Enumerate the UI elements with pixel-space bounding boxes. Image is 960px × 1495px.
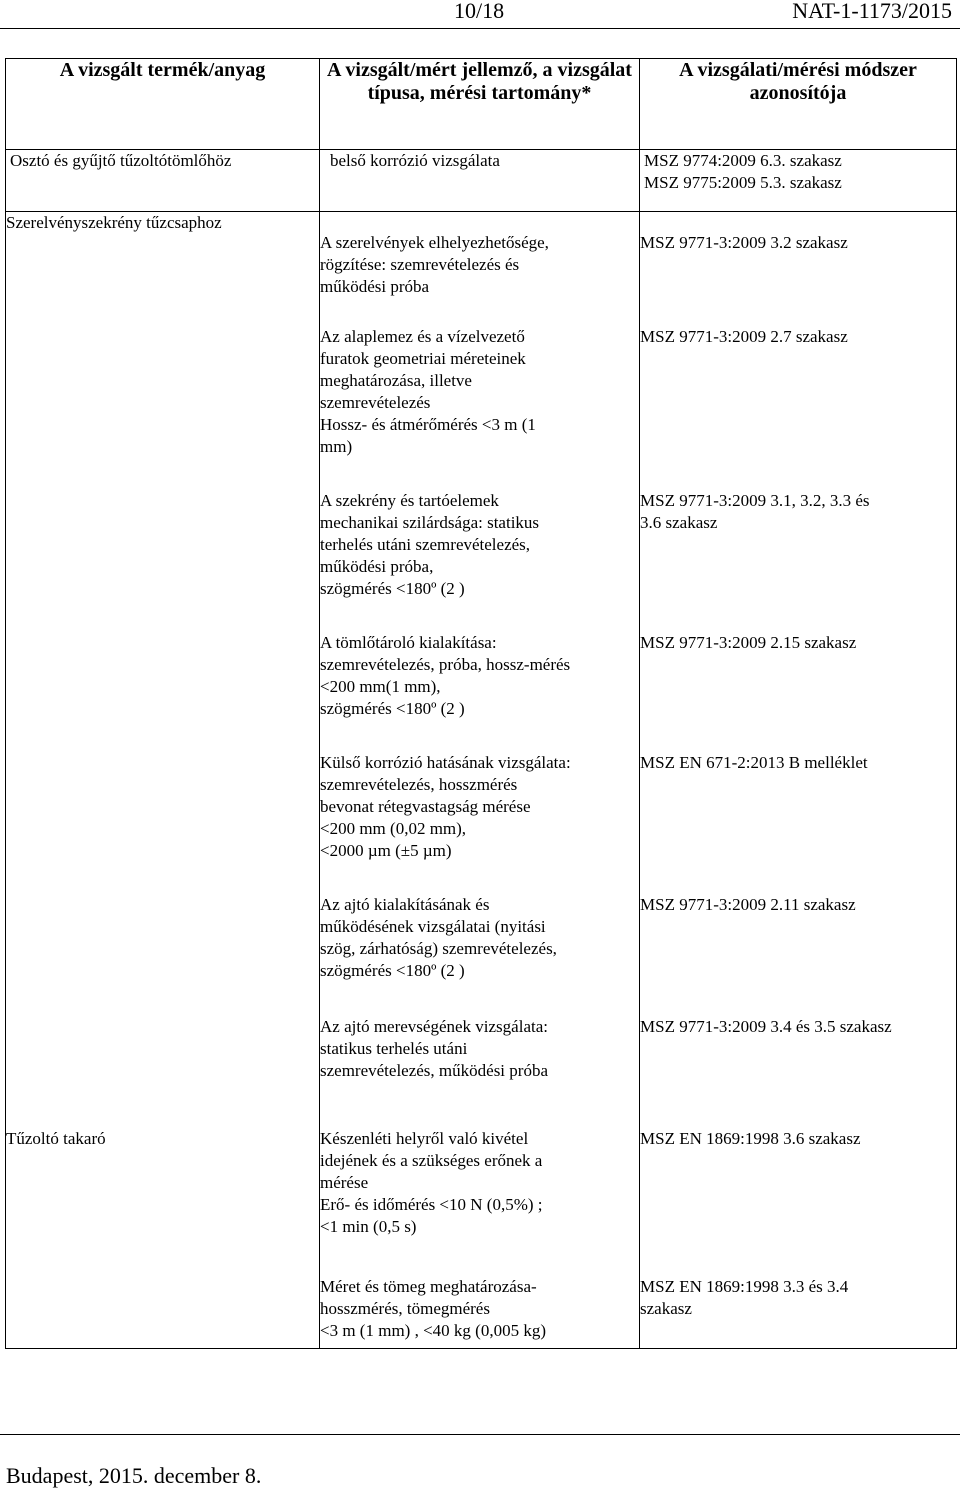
characteristic-line: <1 min (0,5 s) bbox=[320, 1217, 417, 1236]
characteristic-line: terhelés utáni szemrevételezés, bbox=[320, 535, 531, 554]
header-rule bbox=[0, 28, 960, 29]
characteristic-line: meghatározása, illetve bbox=[320, 371, 472, 390]
method-line: MSZ EN 1869:1998 3.6 szakasz bbox=[640, 1129, 861, 1148]
product-cell bbox=[6, 1256, 320, 1348]
characteristic-line: A szekrény és tartóelemek bbox=[320, 491, 499, 510]
characteristic-line: szögmérés <180º (2 ) bbox=[320, 961, 465, 980]
product-cell bbox=[6, 150, 320, 212]
characteristic-line: <3 m (1 mm) , <40 kg (0,005 kg) bbox=[320, 1321, 546, 1340]
characteristic-cell bbox=[320, 212, 640, 306]
table-row bbox=[6, 874, 957, 996]
characteristic-line: működési próba bbox=[320, 277, 430, 296]
characteristic-cell bbox=[320, 150, 640, 212]
product-cell bbox=[6, 996, 320, 1108]
product-cell bbox=[6, 1108, 320, 1256]
characteristic-line: mechanikai szilárdsága: statikus bbox=[320, 513, 540, 532]
table-row bbox=[6, 150, 957, 212]
table-row bbox=[6, 470, 957, 612]
product-cell bbox=[6, 874, 320, 996]
characteristic-line: A tömlőtároló kialakítása: bbox=[320, 633, 497, 652]
method-line: MSZ 9775:2009 5.3. szakasz bbox=[644, 173, 842, 192]
characteristic-line: Az ajtó merevségének vizsgálata: bbox=[320, 1017, 548, 1036]
method-line: MSZ 9771-3:2009 3.2 szakasz bbox=[640, 233, 848, 252]
method-cell bbox=[640, 612, 957, 732]
table-row bbox=[6, 732, 957, 874]
method-line: MSZ 9771-3:2009 3.4 és 3.5 szakasz bbox=[640, 1017, 892, 1036]
footer-date: Budapest, 2015. december 8. bbox=[6, 1463, 262, 1488]
method-line: MSZ 9771-3:2009 2.11 szakasz bbox=[640, 895, 856, 914]
footer-rule bbox=[0, 1434, 960, 1435]
method-line: 3.6 szakasz bbox=[640, 513, 718, 532]
characteristic-line: mérése bbox=[320, 1173, 369, 1192]
product-name: Szerelvényszekrény tűzcsaphoz bbox=[6, 213, 222, 232]
method-cell bbox=[640, 306, 957, 470]
product-cell bbox=[6, 306, 320, 470]
characteristic-line: idejének és a szükséges erőnek a bbox=[320, 1151, 543, 1170]
characteristic-line: <2000 µm (±5 µm) bbox=[320, 841, 452, 860]
product-cell bbox=[6, 732, 320, 874]
method-cell bbox=[640, 732, 957, 874]
characteristic-line: működési próba, bbox=[320, 557, 434, 576]
characteristic-cell bbox=[320, 612, 640, 732]
product-cell bbox=[6, 212, 320, 306]
characteristic-cell bbox=[320, 996, 640, 1108]
method-cell bbox=[640, 874, 957, 996]
method-line: MSZ EN 671-2:2013 B melléklet bbox=[640, 753, 868, 772]
characteristic-line: statikus terhelés utáni bbox=[320, 1039, 468, 1058]
characteristic-cell bbox=[320, 306, 640, 470]
product-cell bbox=[6, 612, 320, 732]
document-id: NAT-1-1173/2015 bbox=[792, 0, 952, 23]
method-cell bbox=[640, 212, 957, 306]
characteristic-line: bevonat rétegvastagság mérése bbox=[320, 797, 531, 816]
table-row bbox=[6, 1256, 957, 1348]
characteristic-line: belső korrózió vizsgálata bbox=[330, 151, 500, 170]
method-cell bbox=[640, 996, 957, 1108]
table-row bbox=[6, 306, 957, 470]
method-line: szakasz bbox=[640, 1299, 692, 1318]
characteristic-line: A szerelvények elhelyezhetősége, bbox=[320, 233, 549, 252]
method-cell bbox=[640, 1108, 957, 1256]
characteristic-line: mm) bbox=[320, 437, 353, 456]
characteristic-cell bbox=[320, 470, 640, 612]
characteristic-line: Készenléti helyről való kivétel bbox=[320, 1129, 529, 1148]
column-header-characteristic: A vizsgált/mért jellemző, a vizsgálat típusa, mérési tartomány* bbox=[320, 59, 640, 150]
characteristic-line: Külső korrózió hatásának vizsgálata: bbox=[320, 753, 571, 772]
characteristic-cell bbox=[320, 1108, 640, 1256]
characteristic-line: szög, zárhatóság) szemrevételezés, bbox=[320, 939, 557, 958]
method-line: MSZ EN 1869:1998 3.3 és 3.4 bbox=[640, 1277, 849, 1296]
method-cell bbox=[640, 1256, 957, 1348]
characteristic-line: Erő- és időmérés <10 N (0,5%) ; bbox=[320, 1195, 543, 1214]
characteristic-line: Méret és tömeg meghatározása- bbox=[320, 1277, 537, 1296]
column-header-product: A vizsgált termék/anyag bbox=[6, 59, 320, 150]
characteristic-line: furatok geometriai méreteinek bbox=[320, 349, 526, 368]
characteristic-line: szemrevételezés bbox=[320, 393, 431, 412]
characteristic-line: hosszmérés, tömegmérés bbox=[320, 1299, 490, 1318]
characteristic-line: <200 mm (0,02 mm), bbox=[320, 819, 467, 838]
characteristic-line: Az alaplemez és a vízelvezető bbox=[320, 327, 525, 346]
column-header-method: A vizsgálati/mérési módszer azonosítója bbox=[640, 59, 957, 150]
method-line: MSZ 9771-3:2009 2.7 szakasz bbox=[640, 327, 848, 346]
characteristic-line: szögmérés <180º (2 ) bbox=[320, 699, 465, 718]
characteristic-line: rögzítése: szemrevételezés és bbox=[320, 255, 520, 274]
table-row bbox=[6, 1108, 957, 1256]
method-cell bbox=[640, 150, 957, 212]
characteristic-cell bbox=[320, 874, 640, 996]
method-line: MSZ 9771-3:2009 3.1, 3.2, 3.3 és bbox=[640, 491, 870, 510]
characteristic-line: Az ajtó kialakításának és bbox=[320, 895, 490, 914]
method-line: MSZ 9774:2009 6.3. szakasz bbox=[644, 151, 842, 170]
characteristic-line: szögmérés <180º (2 ) bbox=[320, 579, 465, 598]
page-header bbox=[0, 0, 960, 26]
characteristic-line: szemrevételezés, működési próba bbox=[320, 1061, 548, 1080]
product-name: Tűzoltó takaró bbox=[6, 1129, 106, 1148]
table-row bbox=[6, 996, 957, 1108]
characteristic-line: Hossz- és átmérőmérés <3 m (1 bbox=[320, 415, 536, 434]
characteristic-line: szemrevételezés, próba, hossz-mérés bbox=[320, 655, 571, 674]
page-number: 10/18 bbox=[454, 0, 505, 23]
accreditation-table bbox=[5, 58, 957, 1349]
product-cell bbox=[6, 470, 320, 612]
method-line: MSZ 9771-3:2009 2.15 szakasz bbox=[640, 633, 857, 652]
characteristic-cell bbox=[320, 1256, 640, 1348]
characteristic-line: <200 mm(1 mm), bbox=[320, 677, 441, 696]
characteristic-cell bbox=[320, 732, 640, 874]
method-cell bbox=[640, 470, 957, 612]
table-header-row bbox=[6, 59, 957, 150]
characteristic-line: működésének vizsgálatai (nyitási bbox=[320, 917, 546, 936]
table-row bbox=[6, 212, 957, 306]
product-name: Osztó és gyűjtő tűzoltótömlőhöz bbox=[10, 151, 232, 170]
table-row bbox=[6, 612, 957, 732]
characteristic-line: szemrevételezés, hosszmérés bbox=[320, 775, 518, 794]
